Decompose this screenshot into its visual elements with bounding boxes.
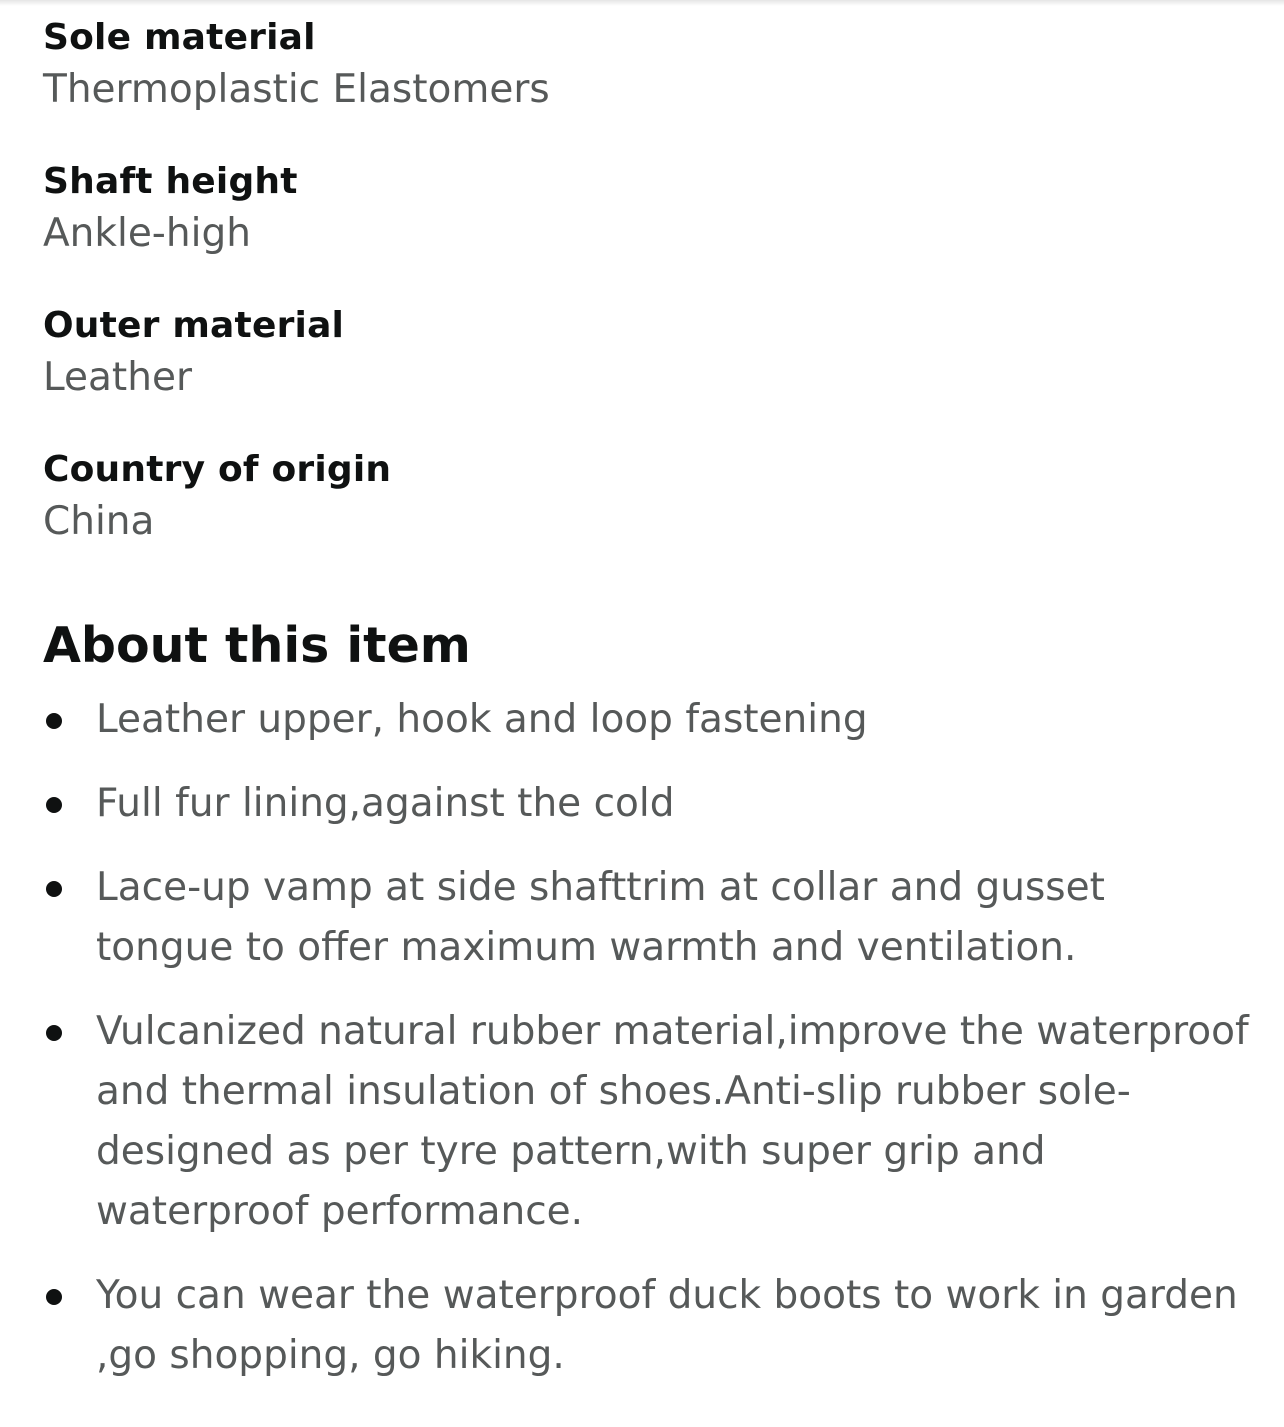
bullet-dot-icon xyxy=(46,797,62,813)
detail-shaft-height xyxy=(43,158,1253,302)
detail-label: Sole material xyxy=(43,17,316,58)
about-bullet-list xyxy=(43,690,1253,1386)
detail-value: Leather xyxy=(43,355,192,400)
bullet-dot-icon xyxy=(46,1025,62,1041)
about-bullet-item xyxy=(43,774,1253,834)
detail-label: Country of origin xyxy=(43,449,392,490)
about-bullet-item xyxy=(43,1266,1253,1386)
detail-country-of-origin xyxy=(43,446,1253,590)
detail-value: Ankle-high xyxy=(43,211,251,256)
detail-label: Shaft height xyxy=(43,161,298,202)
detail-value: Thermoplastic Elastomers xyxy=(43,67,550,112)
detail-sole-material xyxy=(43,14,1253,158)
top-shadow xyxy=(0,0,1284,6)
bullet-text: Lace-up vamp at side shafttrim at collar and gusset tongue to offer maximum warmth and ventilation. xyxy=(96,865,1105,970)
detail-value: China xyxy=(43,499,155,544)
detail-label: Outer material xyxy=(43,305,345,346)
detail-outer-material xyxy=(43,302,1253,446)
product-details-panel xyxy=(43,14,1253,1410)
bullet-dot-icon xyxy=(46,881,62,897)
bullet-text: You can wear the waterproof duck boots to work in garden ,go shopping, go hiking. xyxy=(96,1273,1238,1378)
bullet-text: Full fur lining,against the cold xyxy=(96,781,675,826)
bullet-text: Leather upper, hook and loop fastening xyxy=(96,697,868,742)
about-heading: About this item xyxy=(43,617,471,674)
about-bullet-item xyxy=(43,690,1253,750)
about-bullet-item xyxy=(43,858,1253,978)
about-bullet-item xyxy=(43,1002,1253,1242)
bullet-text: Vulcanized natural rubber material,improve the waterproof and thermal insulation of shoes.Anti-slip rubber sole-designed as per tyre pattern,with super grip and waterproof performance. xyxy=(96,1009,1249,1234)
bullet-dot-icon xyxy=(46,1289,62,1305)
bullet-dot-icon xyxy=(46,713,62,729)
